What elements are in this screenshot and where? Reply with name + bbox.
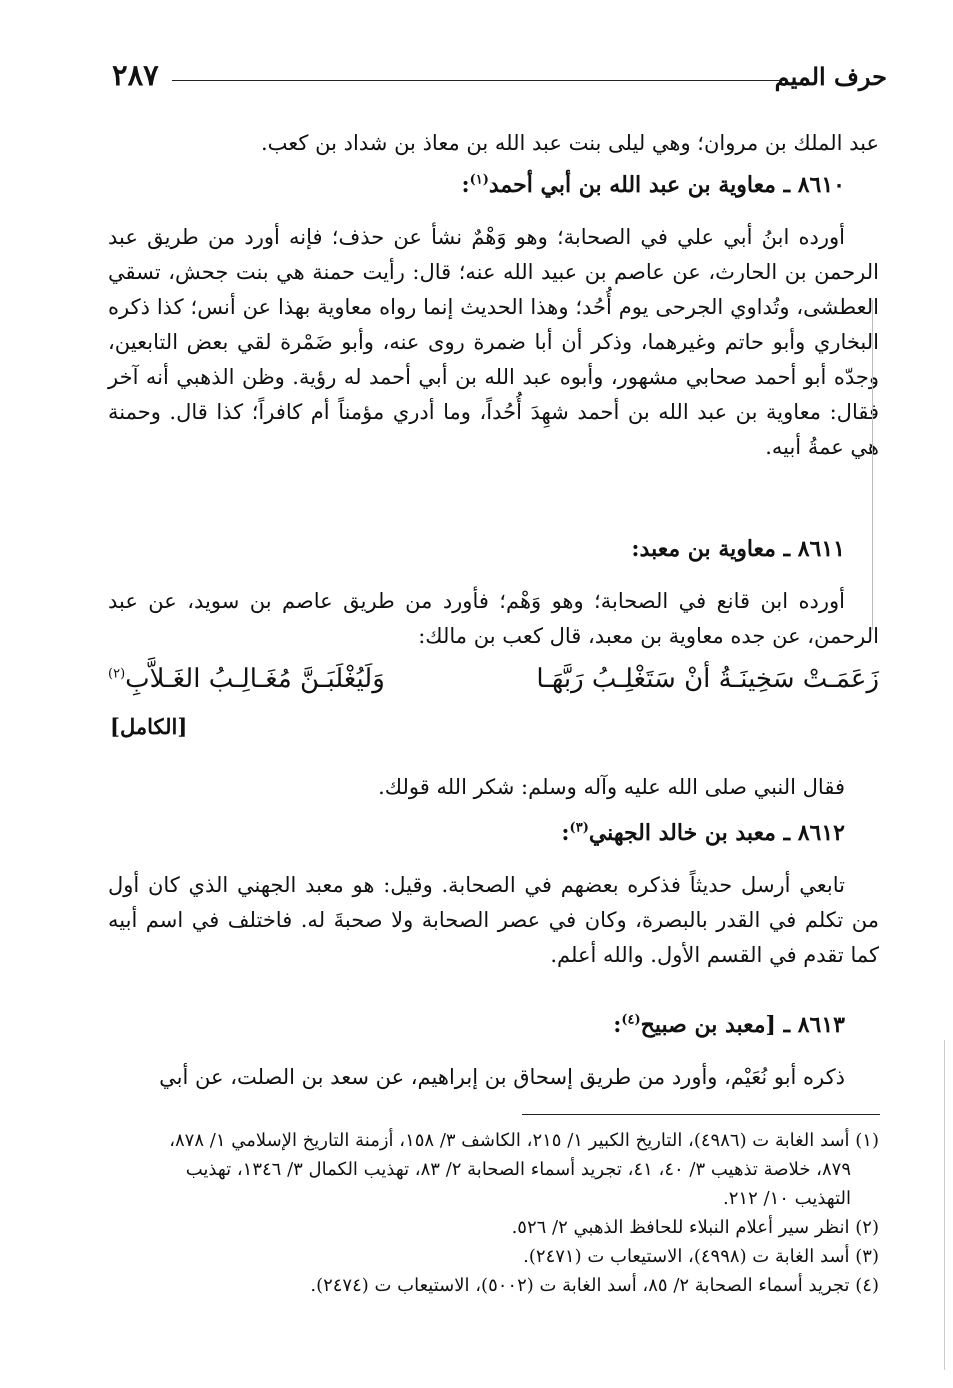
- footnote-marker: (٤): [621, 1012, 641, 1028]
- entry-text-8611: أورده ابن قانع في الصحابة؛ وهو وَهْم؛ فأورد من طريق عاصم بن سويد، عن عبد الرحمن، عن جده معاوية بن معبد، قال كعب بن مالك:: [108, 589, 879, 648]
- entry-title-text: ٨٦١٠ ـ معاوية بن عبد الله بن أبي أحمد: [488, 172, 845, 198]
- poetic-meter-label: [الكامل]: [110, 714, 188, 739]
- page-number: ٢٨٧: [112, 58, 159, 92]
- entry-text-8612: تابعي أرسل حديثاً فذكره بعضهم في الصحابة. وقيل: هو معبد الجهني الذي كان أول من تكلم في القدر بالبصرة، وكان في عصر الصحابة ولا صحبةَ له. فاختلف في اسم أبيه كما تقدم في القسم الأول. والله أعلم.: [108, 873, 879, 967]
- continuation-text: عبد الملك بن مروان؛ وهي ليلى بنت عبد الله بن معاذ بن شداد بن كعب.: [260, 131, 879, 155]
- entry-title-8613: [613, 1012, 845, 1038]
- title-colon: :: [561, 820, 570, 846]
- entry-title-8612: [561, 820, 845, 846]
- footnotes: [108, 1126, 879, 1300]
- footnote-separator: [522, 1114, 880, 1115]
- footnote-1-line-2: ٨٧٩، خلاصة تذهيب ٣/ ٤٠، ٤١، تجريد أسماء الصحابة ٢/ ٨٣، تهذيب الكمال ٣/ ١٣٤٦، تهذيب: [185, 1159, 851, 1180]
- footnote-3: (٣) أسد الغابة ت (٤٩٩٨)، الاستيعاب ت (٢٤٧١).: [523, 1246, 879, 1267]
- header-rule: [172, 80, 787, 81]
- footnote-marker: (٢): [108, 666, 126, 682]
- entry-title-8610: [461, 172, 845, 198]
- entry-title-8611: ٨٦١١ ـ معاوية بن معبد:: [631, 536, 845, 562]
- footnote-1-line-3: التهذيب ١٠/ ٢١٢.: [723, 1188, 851, 1209]
- running-header-section: حرف الميم: [774, 62, 887, 91]
- entry-text-8610: أورده ابنُ أبي علي في الصحابة؛ وهو وَهْمٌ نشأ عن حذف؛ فإنه أورد من طريق عبد الرحمن بن الحارث، عن عاصم بن عبيد الله عنه؛ قال: رأيت حمنة هي بنت جحش، تسقي العطشى، وتُداوي الجرحى يوم أُحُد؛ وهذا الحديث إنما رواه معاوية بهذا عن أنس؛ كذا ذكره البخاري وأبو حاتم وغيرهما، وذكر أن أبا ضمرة روى عنه، وأبو ضَمْرة لقي بعض التابعين، وجدّه أبو أحمد صحابي مشهور، وأبوه عبد الله بن أبي أحمد له رؤية. وظن الذهبي أنه آخر فقال: معاوية بن عبد الله بن أحمد شهِدَ أُحُداً، وما أدري مؤمناً أم كافراً؛ كذا قال. وحمنة هي عمةُ أبيه.: [108, 225, 879, 459]
- entry-after-verse: فقال النبي صلى الله عليه وآله وسلم: شكر الله قولك.: [378, 775, 845, 799]
- footnote-1-line-1: (١) أسد الغابة ت (٤٩٨٦)، التاريخ الكبير ١/ ٢١٥، الكاشف ٣/ ١٥٨، أزمنة التاريخ الإسلامي ١/ ٨٧٨،: [169, 1130, 879, 1151]
- footnote-2: (٢) انظر سير أعلام النبلاء للحافظ الذهبي ٢/ ٥٢٦.: [511, 1217, 879, 1238]
- title-colon: :: [461, 172, 470, 198]
- scan-margin-line: [872, 300, 873, 630]
- footnote-marker: (١): [469, 172, 489, 188]
- footnote-marker: (٣): [569, 820, 589, 836]
- footnote-4: (٤) تجريد أسماء الصحابة ٢/ ٨٥، أسد الغابة ت (٥٠٠٢)، الاستيعاب ت (٢٤٧٤).: [310, 1275, 879, 1296]
- title-colon: :: [613, 1012, 622, 1038]
- scan-edge-line: [944, 1040, 945, 1370]
- verse-second-hemistich: [108, 664, 385, 694]
- verse-first-hemistich: زَعَمَـتْ سَخِينَـةُ أنْ سَتَغْلِـبُ رَبَّهَـا: [536, 664, 879, 694]
- entry-title-text: ٨٦١٣ ـ [معبد بن صبيح: [640, 1012, 845, 1038]
- entry-title-text: ٨٦١٢ ـ معبد بن خالد الجهني: [588, 820, 845, 846]
- poetry-verse: [108, 664, 879, 708]
- entry-text-8613: ذكره أبو نُعَيْم، وأورد من طريق إسحاق بن إبراهيم، عن سعد بن الصلت، عن أبي: [159, 1065, 845, 1089]
- verse-second-text: وَلَيُغْلَبَـنَّ مُغَـالِـبُ الغَـلاَّبِ: [125, 664, 385, 694]
